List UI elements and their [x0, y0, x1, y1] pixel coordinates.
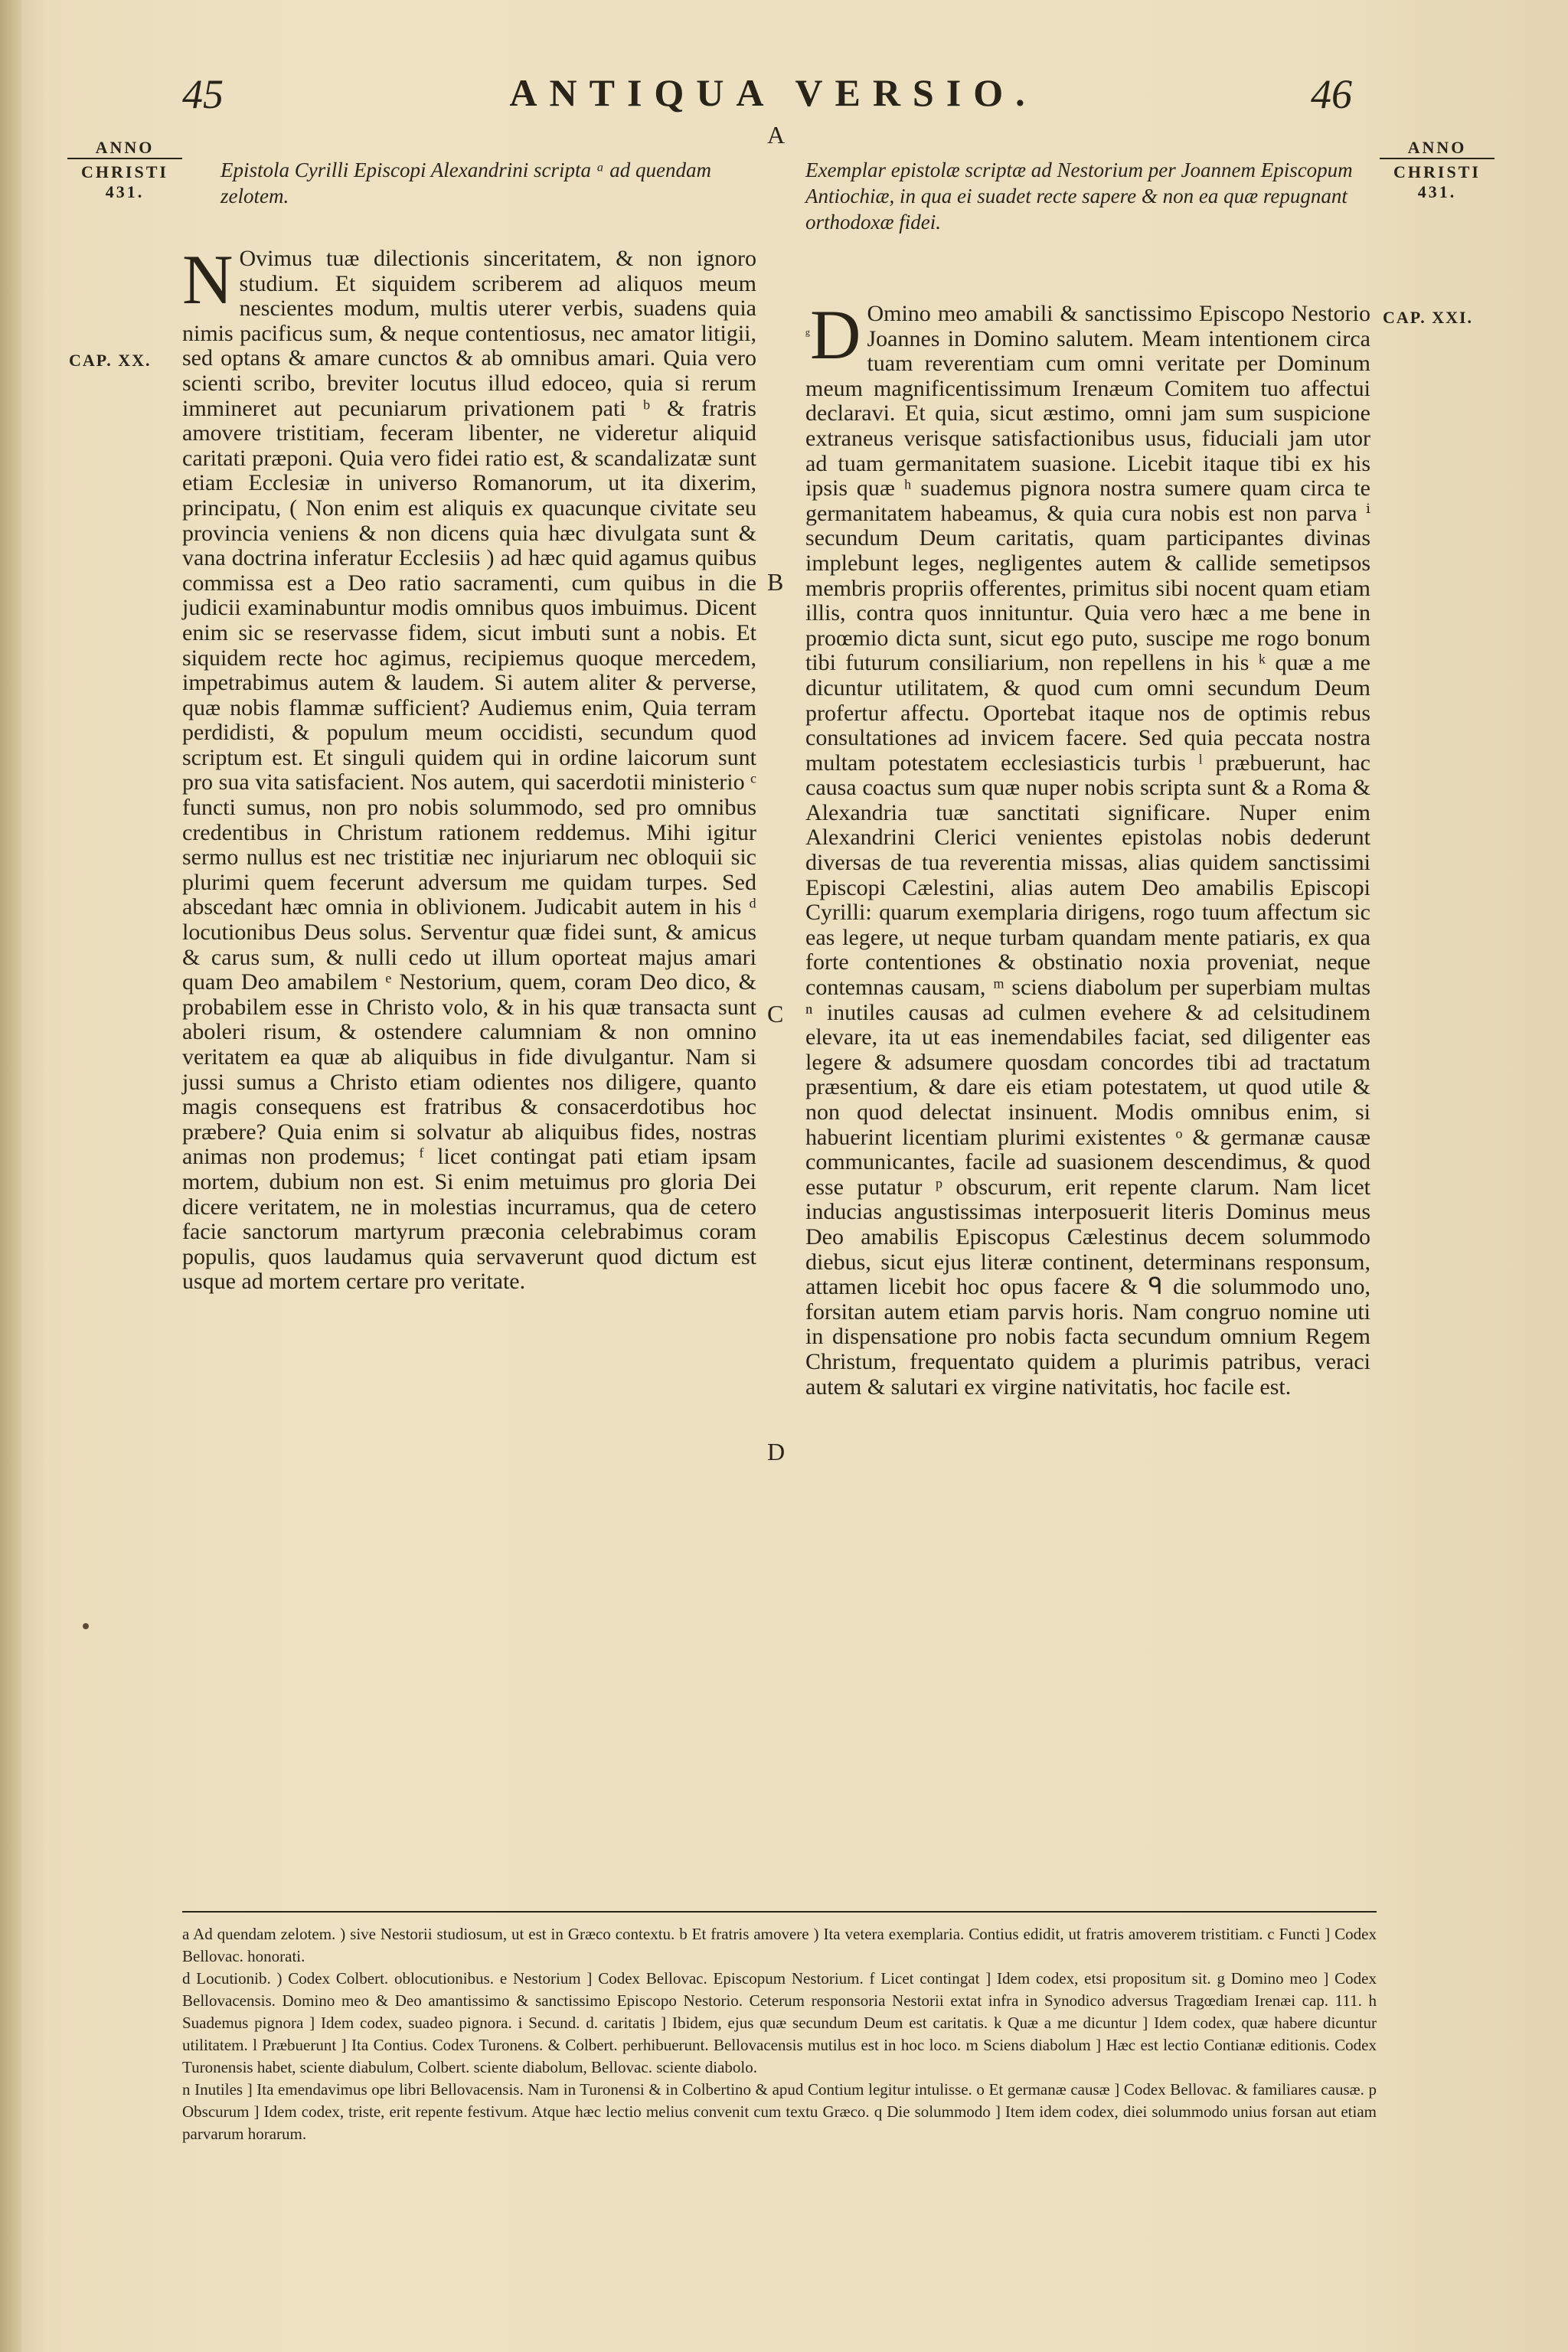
- right-body-text: Omino meo amabili & sanctissimo Episcopo Nestorio Joannes in Domino salutem. Meam intentionem circa tuam reverentiam cum omni veritate per Dominum meum magnificentissimum Irenæum Comitem tuo affectui declaravi. Et quia, sicut æstimo, omni jam sum suspicione extraneus verisque satisfactionibus usus, fiduciali jam utor ad tuam germanitatem suasione. Licebit itaque tibi ex his ipsis quæ ʰ suademus pignora nostra sumere quam circa te germanitatem habeamus, & quia cura nobis est non parva ⁱ secundum Deum caritatis, quam participantes divinas implebunt leges, negligentes autem & callide semetipsos membris propriis offerentes, primitus sibi nocent quam etiam illis, contra quos innituntur. Quia vero hæc a me bene in proœmio dicta sunt, sicut ego puto, suscipe me rogo bonum tibi futurum consiliarium, non repellens in his ᵏ quæ a me dicuntur utilitatem, & quod cum omni secundum Deum profertur affectu. Oportebat itaque nos de optimis rebus consultationes ad invicem facere. Sed quia peccata nostra multam potestatem ecclesiasticis turbis ˡ præbuerunt, hac causa coactus sum quæ nuper nobis scripta sunt & a Roma & Alexandria tuæ sanctitati significare. Nuper enim Alexandrini Clerici venientes epistolas nobis dederunt diversas de tua reverentia missas, alias quidem sanctissimi Episcopi Cælestini, alias autem Deo amabilis Episcopi Cyrilli: quarum exemplaria dirigens, rogo tuum affectum sic eas legere, ut neque turbam quandam mente patiaris, ex qua forte contentiones & obstinatio noxia proveniat, neque contemnas causam, ᵐ sciens diabolum per superbiam multas ⁿ inutiles causas ad culmen evehere & ad celsitudinem elevare, ita ut eas inemendabiles faciat, sed diligenter eas legere & adsumere quosdam concordes tibi ad tractatum præsentium, & dare eis etiam potestatem, ut quod utile & non quod delectat insinuent. Modis omnibus enim, si habuerint licentiam plurimi existentes ᵒ & germanæ causæ communicantes, facile ad suasionem descendimus, & quod esse putatur ᵖ obscurum, erit repente clarum. Nam licet inducias angustissimas interposuerit literis Dominus meus Deo amabilis Episcopus Cælestinus decem solummodo diebus, sicut ejus literæ continent, determinans responsum, attamen licebit hoc opus facere & ᑫ die solummodo uno, forsitan autem etiam parvis horis. Nam congruo nomine uti in dispensatione pro nobis facta secundum omnium Regem Christum, frequentato quidem a plurimis patribus, veraci autem & salutari ex virgine nativitatis, hoc facile est.: [805, 301, 1370, 1400]
- right-body-paragraph: [805, 296, 1370, 1400]
- drop-cap-letter: D: [810, 296, 861, 374]
- footnote-line: d Locutionib. ) Codex Colbert. oblocutionibus. e Nestorium ] Codex Bellovac. Episcopum Nestorium. f Licet contingat ] Idem codex, etsi propositum sit. g Domino meo ] Codex Bellovacensis. Domino meo & Deo amantissimo & sanctissimo Episcopo Nestorio. Ceterum responsoria Nestorii extat infra in Synodico adversus Tragœdiam Irenæi cap. 111. h Suademus pignora ] Idem codex, suadeo pignora. i Secund. d. caritatis ] Ibidem, ejus quæ secundum Deum est caritatis. k Quæ a me dicuntur ] Idem codex, quæ habere dicuntur utilitatem. l Præbuerunt ] Ita Contius. Codex Turonens. & Colbert. perhibuerunt. Bellovacensis mutilus est in hoc loco. m Sciens diabolum ] Hæc est lectio Contianæ editionis. Codex Turonensis habet, sciente diabulum, Colbert. sciente diabolum, Bellovac. sciente diabolo.: [182, 1969, 1377, 2076]
- drop-cap: [805, 296, 861, 374]
- section-letter-a: A: [767, 121, 786, 149]
- footnote-mark: ᵍ: [805, 326, 811, 343]
- chapter-marker-right: CAP. XXI.: [1383, 308, 1474, 327]
- anno-rule: [67, 158, 182, 159]
- section-letter-b: B: [767, 568, 784, 596]
- footnote-line: n Inutiles ] Ita emendavimus ope libri Bellovacensis. Nam in Turonensi & in Colbertino & apud Contium legitur intulisse. o Et germanæ causæ ] Codex Bellovac. & familiares causæ. p Obscurum ] Idem codex, triste, erit repente festivum. Atque hæc lectio melius convenit cum textu Græco. q Die solummodo ] Item idem codex, diei solummodo unius forsan aut etiam parvarum horarum.: [182, 2080, 1377, 2143]
- footnote-line: a Ad quendam zelotem. ) sive Nestorii studiosum, ut est in Græco contextu. b Et fratris amovere ) Ita vetera exemplaria. Contius edidit, ut fratris amoverem tristitiam. c Functi ] Codex Bellovac. honorati.: [182, 1925, 1377, 1965]
- right-letter-heading: Exemplar epistolæ scriptæ ad Nestorium per Joannem Episcopum Antiochiæ, in qua ei suadet recte sapere & non ea quæ repugnant orthodoxæ fidei.: [805, 158, 1353, 234]
- section-letter-c: C: [767, 1000, 784, 1027]
- right-text-column: [805, 296, 1370, 1400]
- anno-christi-left: [67, 138, 182, 202]
- left-letter-heading: Epistola Cyrilli Episcopi Alexandrini scripta ᵃ ad quendam zelotem.: [220, 158, 711, 207]
- anno-rule: [1380, 158, 1494, 159]
- running-title: ANTIQUA VERSIO.: [509, 71, 1037, 114]
- year-label: 431.: [105, 182, 145, 201]
- footnote-rule: [182, 1911, 1377, 1913]
- footnotes: [182, 1923, 1377, 2145]
- drop-cap: N: [182, 240, 234, 318]
- left-body-text: Ovimus tuæ dilectionis sinceritatem, & non ignoro studium. Et siquidem scriberem ad aliquos meum nescientes modum, multis uterer verbis, suadens quia nimis pacificus sum, & neque contentiosus, nec amator litigii, sed optans & amare cunctos & ab omnibus amari. Quia vero scienti scribo, breviter locutus illud edoceo, quia si rerum immineret aut pecuniarum privationem pati ᵇ & fratris amovere tristitiam, feceram libenter, ne videretur aliquid caritati præponi. Quia vero fidei ratio est, & scandalizatæ sunt etiam Ecclesiæ in universo Romanorum, ut ita dixerim, principatu, ( Non enim est aliquis ex quacunque civitate seu provincia veniens & non dicens quia hæc divulgata sunt & vana doctrina inferatur Ecclesiis ) ad hæc quid agamus quibus commissa est a Deo ratio sacramenti, cum quibus in die judicii examinabuntur modis omnibus quos imbuimus. Dicent enim sic se reservasse fidem, sicut imbuti sunt a nobis. Et siquidem recte hoc agimus, recipiemus quoque mercedem, impetrabimus autem & laudem. Si autem aliter & perverse, quæ nobis flammæ sufficient? Audiemus enim, Quia terram perdidisti, & populum meum occidisti, secundum quod scriptum est. Et singuli quidem qui in ordine laicorum sunt pro sua vita satisfacient. Nos autem, qui sacerdotii ministerio ᶜ functi sumus, non pro nobis solummodo, sed pro omnibus credentibus in Christum rationem reddemus. Mihi igitur sermo nullus est nec tristitiæ nec injuriarum nec obloquii sic plurimi quem fecerunt adversum me quidam turpes. Sed abscedant hæc omnia in oblivionem. Judicabit autem in his ᵈ locutionibus Deus solus. Serventur quæ fidei sunt, & amicus & carus sum, & nulli cedo ut illum oporteat majus amari quam Deo amabilem ᵉ Nestorium, quem, coram Deo dico, & probabilem esse in Christo volo, & in his quæ transacta sunt aboleri risum, & ostendere calumniam & non omnino veritatem ea quæ ab aliquibus in fide divulgantur. Nam si jussi sumus a Christo etiam odientes nos diligere, quanto magis consequens est fratribus & consacerdotibus hoc præbere? Quia enim si solvatur ab aliquibus fides, nostras animas non prodemus; ᶠ licet contingat pati etiam ipsam mortem, dubium non est. Si enim metuimus pro gloria Dei dicere veritatem, ne in molestias incurramus, qua de cetero facie sanctorum martyrum præconia celebrabimus coram populis, quos laudamus quia servaverunt quod dictum est usque ad mortem certare pro veritate.: [182, 246, 756, 1295]
- anno-label: ANNO: [1407, 138, 1467, 157]
- christi-label: CHRISTI: [81, 162, 168, 181]
- page-number-right: 46: [1311, 71, 1352, 117]
- year-label: 431.: [1417, 182, 1457, 201]
- section-letter-d: D: [767, 1438, 786, 1465]
- page-number-left: 45: [182, 71, 224, 117]
- page-binding: [0, 0, 21, 2352]
- ink-spot: [83, 1623, 89, 1629]
- anno-christi-right: [1380, 138, 1494, 202]
- left-text-column: [182, 240, 756, 1295]
- anno-label: ANNO: [95, 138, 155, 157]
- left-body-paragraph: [182, 240, 756, 1295]
- chapter-marker-left: CAP. XX.: [69, 351, 152, 370]
- christi-label: CHRISTI: [1393, 162, 1481, 181]
